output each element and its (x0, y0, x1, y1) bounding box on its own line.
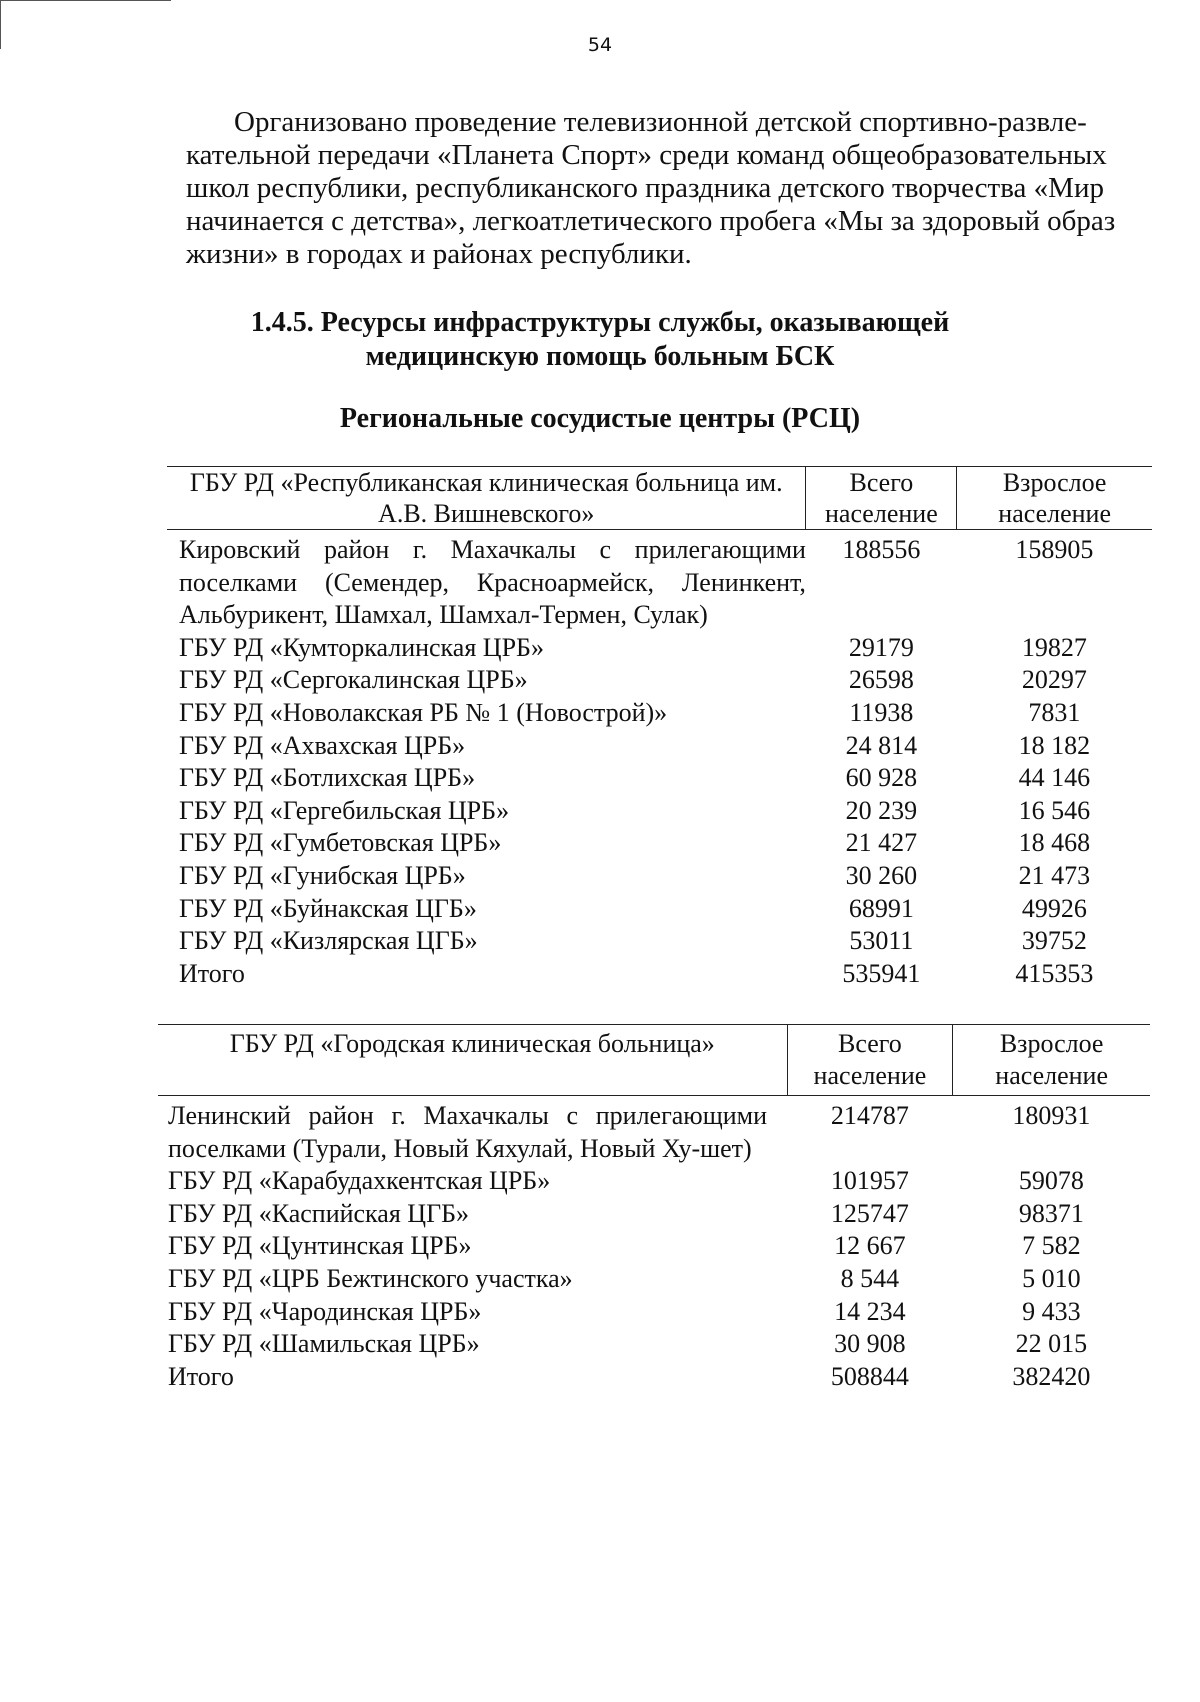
row-total: 21 427 (845, 828, 918, 858)
row-name: Итого (179, 958, 245, 988)
table-total-row (158, 1361, 1150, 1394)
table-row (167, 697, 1152, 730)
page-number: 54 (587, 34, 613, 56)
table-header-row (158, 1025, 1150, 1096)
row-total: 188556 (842, 535, 921, 564)
table-header-row (167, 467, 1152, 530)
row-adult: 20297 (1021, 665, 1087, 695)
row-total: 101957 (830, 1166, 909, 1196)
row-adult: 5 010 (1022, 1263, 1081, 1293)
row-name: ГБУ РД «Гунибская ЦРБ» (179, 860, 466, 890)
row-adult: 415353 (1015, 958, 1094, 988)
rsc-table-vishnevsky (167, 466, 1152, 990)
row-total: 8 544 (840, 1263, 900, 1293)
row-adult: 18 182 (1018, 730, 1091, 760)
row-adult: 158905 (1015, 535, 1094, 564)
row-name: ГБУ РД «Сергокалинская ЦРБ» (179, 665, 528, 695)
row-adult: 22 015 (1015, 1329, 1088, 1359)
table-total-row (167, 958, 1152, 991)
row-total: 12 667 (834, 1231, 906, 1261)
row-total: 508844 (830, 1361, 909, 1391)
paragraph-line: жизни» в городах и районах республики. (186, 238, 692, 270)
row-total: 24 814 (845, 730, 918, 760)
paragraph-line: начинается с детства», легкоатлетического пробега «Мы за здоровый образ (186, 205, 1116, 237)
table-subtitle: Региональные сосудистые центры (РСЦ) (339, 403, 861, 434)
row-name: ГБУ РД «Каспийская ЦГБ» (168, 1198, 470, 1228)
row-total: 68991 (848, 893, 914, 923)
row-adult: 59078 (1018, 1166, 1084, 1196)
row-adult: 18 468 (1018, 828, 1091, 858)
row-name: ГБУ РД «Новолакская РБ № 1 (Новострой)» (179, 697, 668, 727)
row-total: 214787 (830, 1101, 909, 1130)
table-row (167, 730, 1152, 763)
row-name: Кировский район г. Махачкалы с прилегающими поселками (Семендер, Красноармейск, Ленинкент, Альбурикент, Шамхал, Шамхал-Термен, Сулак) (179, 535, 806, 630)
header-hospital: ГБУ РД «Городская клиническая больница» (158, 1025, 787, 1096)
row-adult: 49926 (1021, 893, 1087, 923)
table-row (158, 1165, 1150, 1198)
row-name: ГБУ РД «Гергебильская ЦРБ» (179, 795, 510, 825)
table-row (167, 860, 1152, 893)
row-adult: 9 433 (1022, 1296, 1081, 1326)
row-name: ГБУ РД «Шамильская ЦРБ» (168, 1329, 480, 1359)
row-total: 125747 (830, 1198, 909, 1228)
row-total: 60 928 (845, 763, 918, 793)
row-name: ГБУ РД «Чародинская ЦРБ» (168, 1296, 482, 1326)
table-row (167, 762, 1152, 795)
header-hospital: ГБУ РД «Республиканская клиническая больница им. А.В. Вишневского» (167, 467, 806, 530)
paragraph-line: Организовано проведение телевизионной детской спортивно-развле- (234, 106, 1087, 138)
table-row (167, 893, 1152, 926)
header-total-population: Всего население (806, 467, 957, 530)
row-total: 11938 (849, 697, 914, 727)
row-name: ГБУ РД «Карабудахкентская ЦРБ» (168, 1166, 551, 1196)
table-row (167, 664, 1152, 697)
row-adult: 382420 (1012, 1361, 1091, 1391)
table-row (167, 632, 1152, 665)
row-total: 53011 (849, 926, 914, 956)
section-title-line: 1.4.5. Ресурсы инфраструктуры службы, оказывающей (250, 307, 950, 338)
header-adult-population: Взрослое население (957, 467, 1152, 530)
row-adult: 16 546 (1018, 795, 1091, 825)
table-row (158, 1230, 1150, 1263)
table-row (167, 827, 1152, 860)
header-total-population: Всего население (787, 1025, 953, 1096)
row-adult: 7 582 (1022, 1231, 1081, 1261)
row-adult: 19827 (1021, 632, 1087, 662)
row-name: ГБУ РД «Кизлярская ЦГБ» (179, 926, 478, 956)
row-name: ГБУ РД «Гумбетовская ЦРБ» (179, 828, 502, 858)
row-adult: 21 473 (1018, 860, 1091, 890)
row-name: ГБУ РД «ЦРБ Бежтинского участка» (168, 1263, 573, 1293)
section-title (0, 306, 1200, 374)
table-row (158, 1263, 1150, 1296)
row-adult: 39752 (1021, 926, 1087, 956)
row-total: 14 234 (834, 1296, 906, 1326)
row-adult: 98371 (1018, 1198, 1084, 1228)
row-name: Ленинский район г. Махачкалы с прилегающими поселками (Турали, Новый Кяхулай, Новый Ху-шет) (168, 1101, 768, 1163)
table-row (158, 1096, 1150, 1166)
section-title-line: медицинскую помощь больным БСК (365, 341, 835, 372)
row-total: 30 260 (845, 860, 918, 890)
row-name: ГБУ РД «Ахвахская ЦРБ» (179, 730, 466, 760)
row-adult: 44 146 (1018, 763, 1091, 793)
row-total: 29179 (848, 632, 914, 662)
paragraph-line: кательной передачи «Планета Спорт» среди команд общеобразовательных (186, 139, 1107, 171)
row-name: ГБУ РД «Буйнакская ЦГБ» (179, 893, 477, 923)
row-name: Итого (168, 1361, 234, 1391)
table-row (167, 530, 1152, 632)
table-row (167, 795, 1152, 828)
row-adult: 7831 (1028, 697, 1081, 727)
rsc-table-city-hospital (158, 1024, 1150, 1393)
row-name: ГБУ РД «Цунтинская ЦРБ» (168, 1231, 472, 1261)
row-total: 26598 (848, 665, 914, 695)
paragraph-line: школ республики, республиканского праздника детского творчества «Мир (186, 172, 1104, 204)
row-name: ГБУ РД «Ботлихская ЦРБ» (179, 763, 476, 793)
intro-paragraph (186, 106, 1116, 271)
row-total: 20 239 (845, 795, 918, 825)
row-name: ГБУ РД «Кумторкалинская ЦРБ» (179, 632, 544, 662)
header-adult-population: Взрослое население (953, 1025, 1150, 1096)
table-row (158, 1198, 1150, 1231)
table-row (167, 925, 1152, 958)
table-row (158, 1328, 1150, 1361)
row-adult: 180931 (1012, 1101, 1091, 1130)
table-row (158, 1296, 1150, 1329)
row-total: 30 908 (834, 1329, 906, 1359)
row-total: 535941 (842, 958, 921, 988)
